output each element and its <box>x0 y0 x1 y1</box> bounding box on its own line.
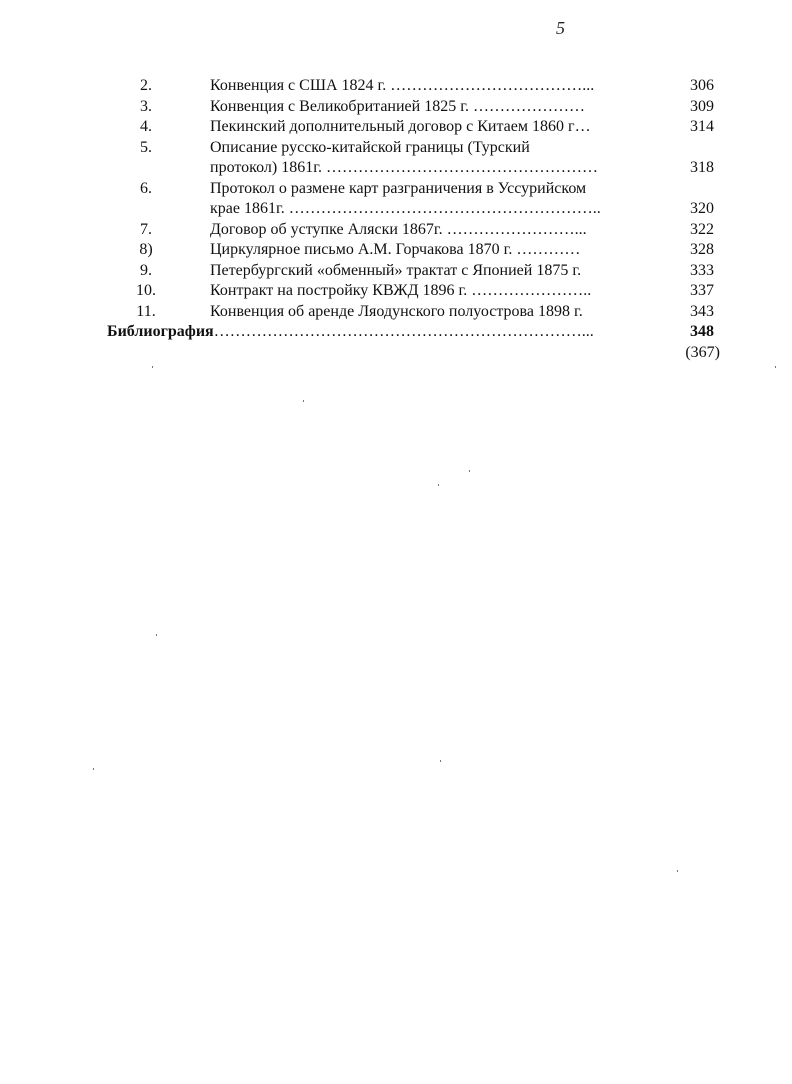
bibliography-page: 348 <box>690 323 714 340</box>
scan-speck <box>303 400 304 402</box>
entry-number: 10. <box>136 282 156 299</box>
entry-number: 3. <box>140 97 152 115</box>
entry-title: Петербургский «обменный» трактат с Японией 1875 г. <box>210 261 582 279</box>
toc-entry-bibliography <box>0 322 792 343</box>
total-pages-row <box>0 343 792 364</box>
entry-number: 9. <box>140 261 152 279</box>
scan-speck <box>775 366 776 368</box>
entry-title-line-1: Описание русско-китайской границы (Турский <box>210 138 530 156</box>
toc-entry-2 <box>0 76 792 97</box>
toc-entry-11 <box>0 302 792 323</box>
entry-title: Циркулярное письмо А.М. Горчакова 1870 г. ………… <box>210 241 581 258</box>
entry-title-line-2: протокол) 1861г. …………………………………………… <box>210 159 598 176</box>
entry-number: 4. <box>140 118 152 135</box>
entry-page: 318 <box>690 159 714 176</box>
scan-speck <box>93 768 94 770</box>
scan-speck <box>677 870 678 872</box>
entry-title: Конвенция с США 1824 г. ………………………………... <box>210 77 595 94</box>
entry-title: Контракт на постройку КВЖД 1896 г. ………………….. <box>210 282 592 299</box>
toc-entry-5 <box>0 138 792 179</box>
total-pages: (367) <box>685 343 720 361</box>
entry-page: 309 <box>690 97 714 115</box>
scan-speck <box>440 760 441 762</box>
entry-title-line-1: Протокол о размене карт разграничения в Уссурийском <box>210 179 587 197</box>
bibliography-title <box>107 322 660 343</box>
toc-entry-4 <box>0 117 792 138</box>
entry-number: 8) <box>139 241 153 258</box>
entry-title: Конвенция с Великобританией 1825 г. ………………… <box>210 97 585 115</box>
table-of-contents <box>0 76 792 363</box>
toc-entry-3 <box>0 97 792 118</box>
entry-number: 2. <box>140 77 152 94</box>
entry-page: 328 <box>690 241 714 258</box>
entry-title: Пекинский дополнительный договор с Китаем 1860 г… <box>210 118 591 135</box>
entry-number: 6. <box>140 179 152 197</box>
entry-page: 306 <box>690 77 714 94</box>
entry-number: 11. <box>136 302 156 320</box>
entry-page: 320 <box>690 200 714 217</box>
toc-entry-8 <box>0 240 792 261</box>
scan-speck <box>469 470 470 472</box>
entry-page: 322 <box>690 220 714 238</box>
toc-entry-9 <box>0 261 792 282</box>
entry-number: 5. <box>140 138 152 156</box>
toc-entry-10 <box>0 281 792 302</box>
scan-speck <box>438 484 439 486</box>
scan-speck <box>156 634 157 636</box>
entry-title: Конвенция об аренде Ляодунского полуострова 1898 г. <box>210 302 583 320</box>
bibliography-leader-dots: ……………………………………………………………... <box>213 323 594 340</box>
entry-page: 337 <box>690 282 714 299</box>
entry-page: 314 <box>690 118 714 135</box>
entry-title-line-2: крае 1861г. ………………………………………………….. <box>210 200 601 217</box>
toc-entry-6 <box>0 179 792 220</box>
entry-page: 333 <box>690 261 714 279</box>
entry-page: 343 <box>690 302 714 320</box>
toc-entry-7 <box>0 220 792 241</box>
entry-number: 7. <box>140 220 152 238</box>
scan-speck <box>152 366 153 368</box>
bibliography-label: Библиография <box>107 323 214 340</box>
entry-title: Договор об уступке Аляски 1867г. ……………………... <box>210 220 587 238</box>
page-number: 5 <box>556 18 565 38</box>
